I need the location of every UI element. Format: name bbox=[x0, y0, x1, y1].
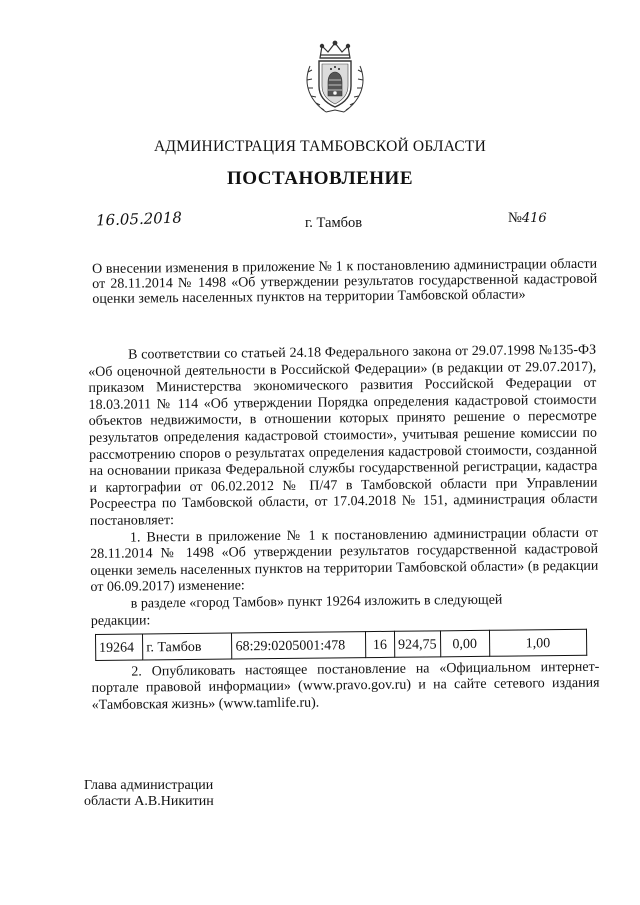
amendment-table bbox=[95, 629, 587, 661]
table-cell-value: 924,75 bbox=[394, 631, 440, 657]
issuing-organization: АДМИНИСТРАЦИЯ ТАМБОВСКОЙ ОБЛАСТИ bbox=[154, 138, 486, 155]
table-cell-coefficient-2: 1,00 bbox=[489, 629, 587, 656]
item-2-paragraph: 2. Опубликовать настоящее постановление на «Официальном интернет-портале правовой информации» (www.pravo.gov.ru) и на сайте сетевого издания «Тамбовская жизнь» (www.tamlife.ru). bbox=[91, 659, 600, 713]
signature-block bbox=[84, 778, 214, 810]
table-cell-item-number: 19264 bbox=[96, 634, 143, 660]
item-1-sub-text-end: редакции: bbox=[90, 612, 151, 629]
document-date: 16.05.2018 bbox=[95, 208, 183, 230]
document-city: г. Тамбов bbox=[305, 215, 363, 231]
table-cell-coefficient-1: 0,00 bbox=[440, 630, 489, 656]
document-body bbox=[88, 343, 600, 715]
item-1-sub-paragraph bbox=[91, 592, 599, 631]
signature-name: области А.В.Никитин bbox=[84, 794, 214, 809]
table-cell-city: г. Тамбов bbox=[143, 633, 233, 660]
signature-position: Глава администрации bbox=[84, 778, 214, 793]
document-number bbox=[508, 210, 547, 227]
item-1-sub-text: в разделе «город Тамбов» пункт 19264 изложить в следующей bbox=[130, 592, 503, 612]
coat-of-arms-emblem bbox=[300, 40, 370, 116]
table-cell-group: 16 bbox=[365, 631, 394, 657]
number-value: 416 bbox=[521, 211, 547, 226]
document-type-title: ПОСТАНОВЛЕНИЕ bbox=[226, 168, 414, 189]
table-row bbox=[96, 629, 587, 660]
table-cell-cadastral-number: 68:29:0205001:478 bbox=[232, 632, 366, 659]
number-prefix: № bbox=[508, 210, 522, 226]
document-subject: О внесении изменения в приложение № 1 к постановлению администрации области от 28.11.2014 № 1498 «Об утверждении результатов государственной кадастровой оценки земель населенных пунктов на территории Тамбовской области» bbox=[92, 256, 598, 307]
item-1-paragraph: 1. Внести в приложение № 1 к постановлению администрации области от 28.11.2014 № 1498 «Об утверждении результатов государственной кадастровой оценки земель населенных пунктов на территории Тамбовской области» (в редакции от 06.09.2017) изменение: bbox=[90, 525, 599, 596]
preamble-paragraph: В соответствии со статьей 24.18 Федерального закона от 29.07.1998 №135-ФЗ «Об оценочной деятельности в Российской Федерации» (в редакции от 29.07.2017), приказом Министерства экономического развития Российской Федерации от 18.03.2011 № 114 «Об утверждении Порядка определения кадастровой стоимости объектов недвижимости, в отношении которых принято решение о пересмотре результатов определения кадастровой стоимости», учитывая решение комиссии по рассмотрению споров о результатах определения кадастровой стоимости, созданной на основании приказа Федеральной службы государственной регистрации, кадастра и картографии от 06.02.2012 № П/47 в Тамбовской области при Управлении Росреестра по Тамбовской области, от 17.04.2018 № 151, администрация области постановляет: bbox=[88, 342, 598, 529]
